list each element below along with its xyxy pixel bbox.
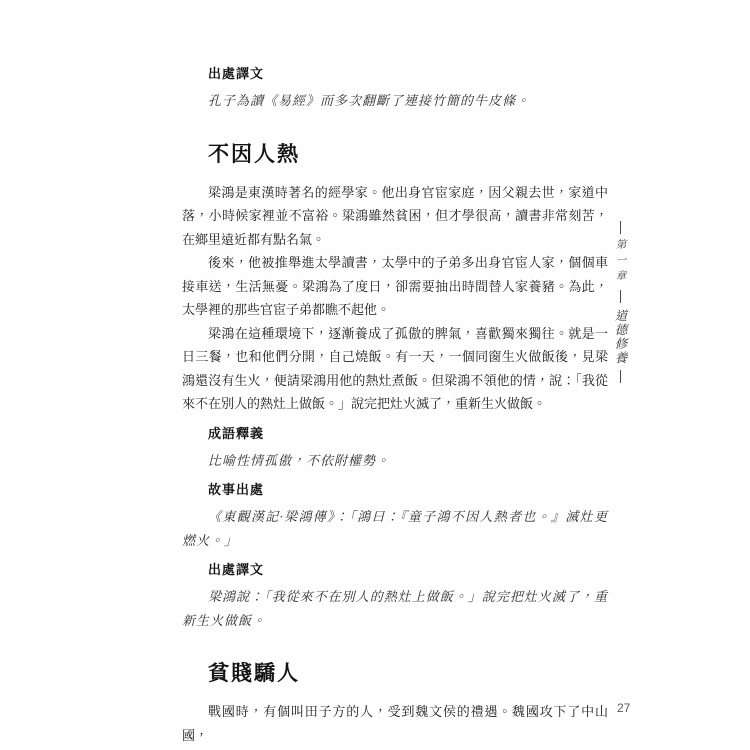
page-content: [182, 62, 608, 747]
chapter-title-label: 道德修養: [613, 308, 627, 365]
section-label-idiom-meaning: 成語釋義: [208, 425, 265, 441]
idiom-title-pin-jian-jiao-ren: 貧賤驕人: [208, 661, 300, 685]
marker-dash: [620, 290, 621, 303]
story-source-text: 《東觀漢記·梁鴻傳》：「鴻曰：『童子鴻不因人熱者也。』滅灶更燃火。」: [182, 509, 608, 548]
section-label-story-source: 故事出處: [208, 482, 265, 497]
page-number: 27: [617, 701, 631, 715]
section-label-source-translation: 出處譯文: [208, 562, 265, 577]
story-paragraph: 梁鴻是東漢時著名的經學家。他出身官宦家庭，因父親去世，家道中落，小時候家裡並不富裕。梁鴻雖然貧困，但才學很高，讀書非常刻苦，在鄉里遠近都有點名氣。: [182, 184, 608, 247]
story-paragraph: 戰國時，有個叫田子方的人，受到魏文侯的禮遇。魏國攻下了中山國，: [182, 704, 608, 743]
source-translation-text: 梁鴻說：「我從來不在別人的熱灶上做飯。」說完把灶火滅了，重新生火做飯。: [182, 589, 608, 628]
marker-dash: [620, 370, 621, 383]
idiom-meaning-text: 比喻性情孤傲，不依附權勢。: [208, 452, 391, 468]
section-label-source-translation: 出處譯文: [208, 66, 265, 81]
chapter-side-marker: [609, 221, 631, 383]
chapter-number-label: 第一章: [614, 239, 626, 286]
story-paragraph: 梁鴻在這種環境下，逐漸養成了孤傲的脾氣，喜歡獨來獨往。就是一日三餐，也和他們分開，自己燒飯。有一天，一個同窗生火做飯後，見梁鴻還沒有生火，便請梁鴻用他的熱灶煮飯。但梁鴻不領他的情，說：「我從來不在別人的熱灶上做飯。」說完把灶火滅了，重新生火做飯。: [182, 325, 608, 411]
story-paragraph: 後來，他被推舉進太學讀書，太學中的子弟多出身官宦人家，個個車接車送，生活無憂。梁鴻為了度日，卻需要抽出時間替人家養豬。為此，太學裡的那些官宦子弟都瞧不起他。: [182, 255, 608, 317]
marker-dash: [620, 221, 621, 234]
source-translation-text: 孔子為讀《易經》而多次翻斷了連接竹簡的牛皮條。: [208, 93, 531, 108]
idiom-title-bu-yin-ren-re: 不因人熱: [208, 141, 300, 166]
